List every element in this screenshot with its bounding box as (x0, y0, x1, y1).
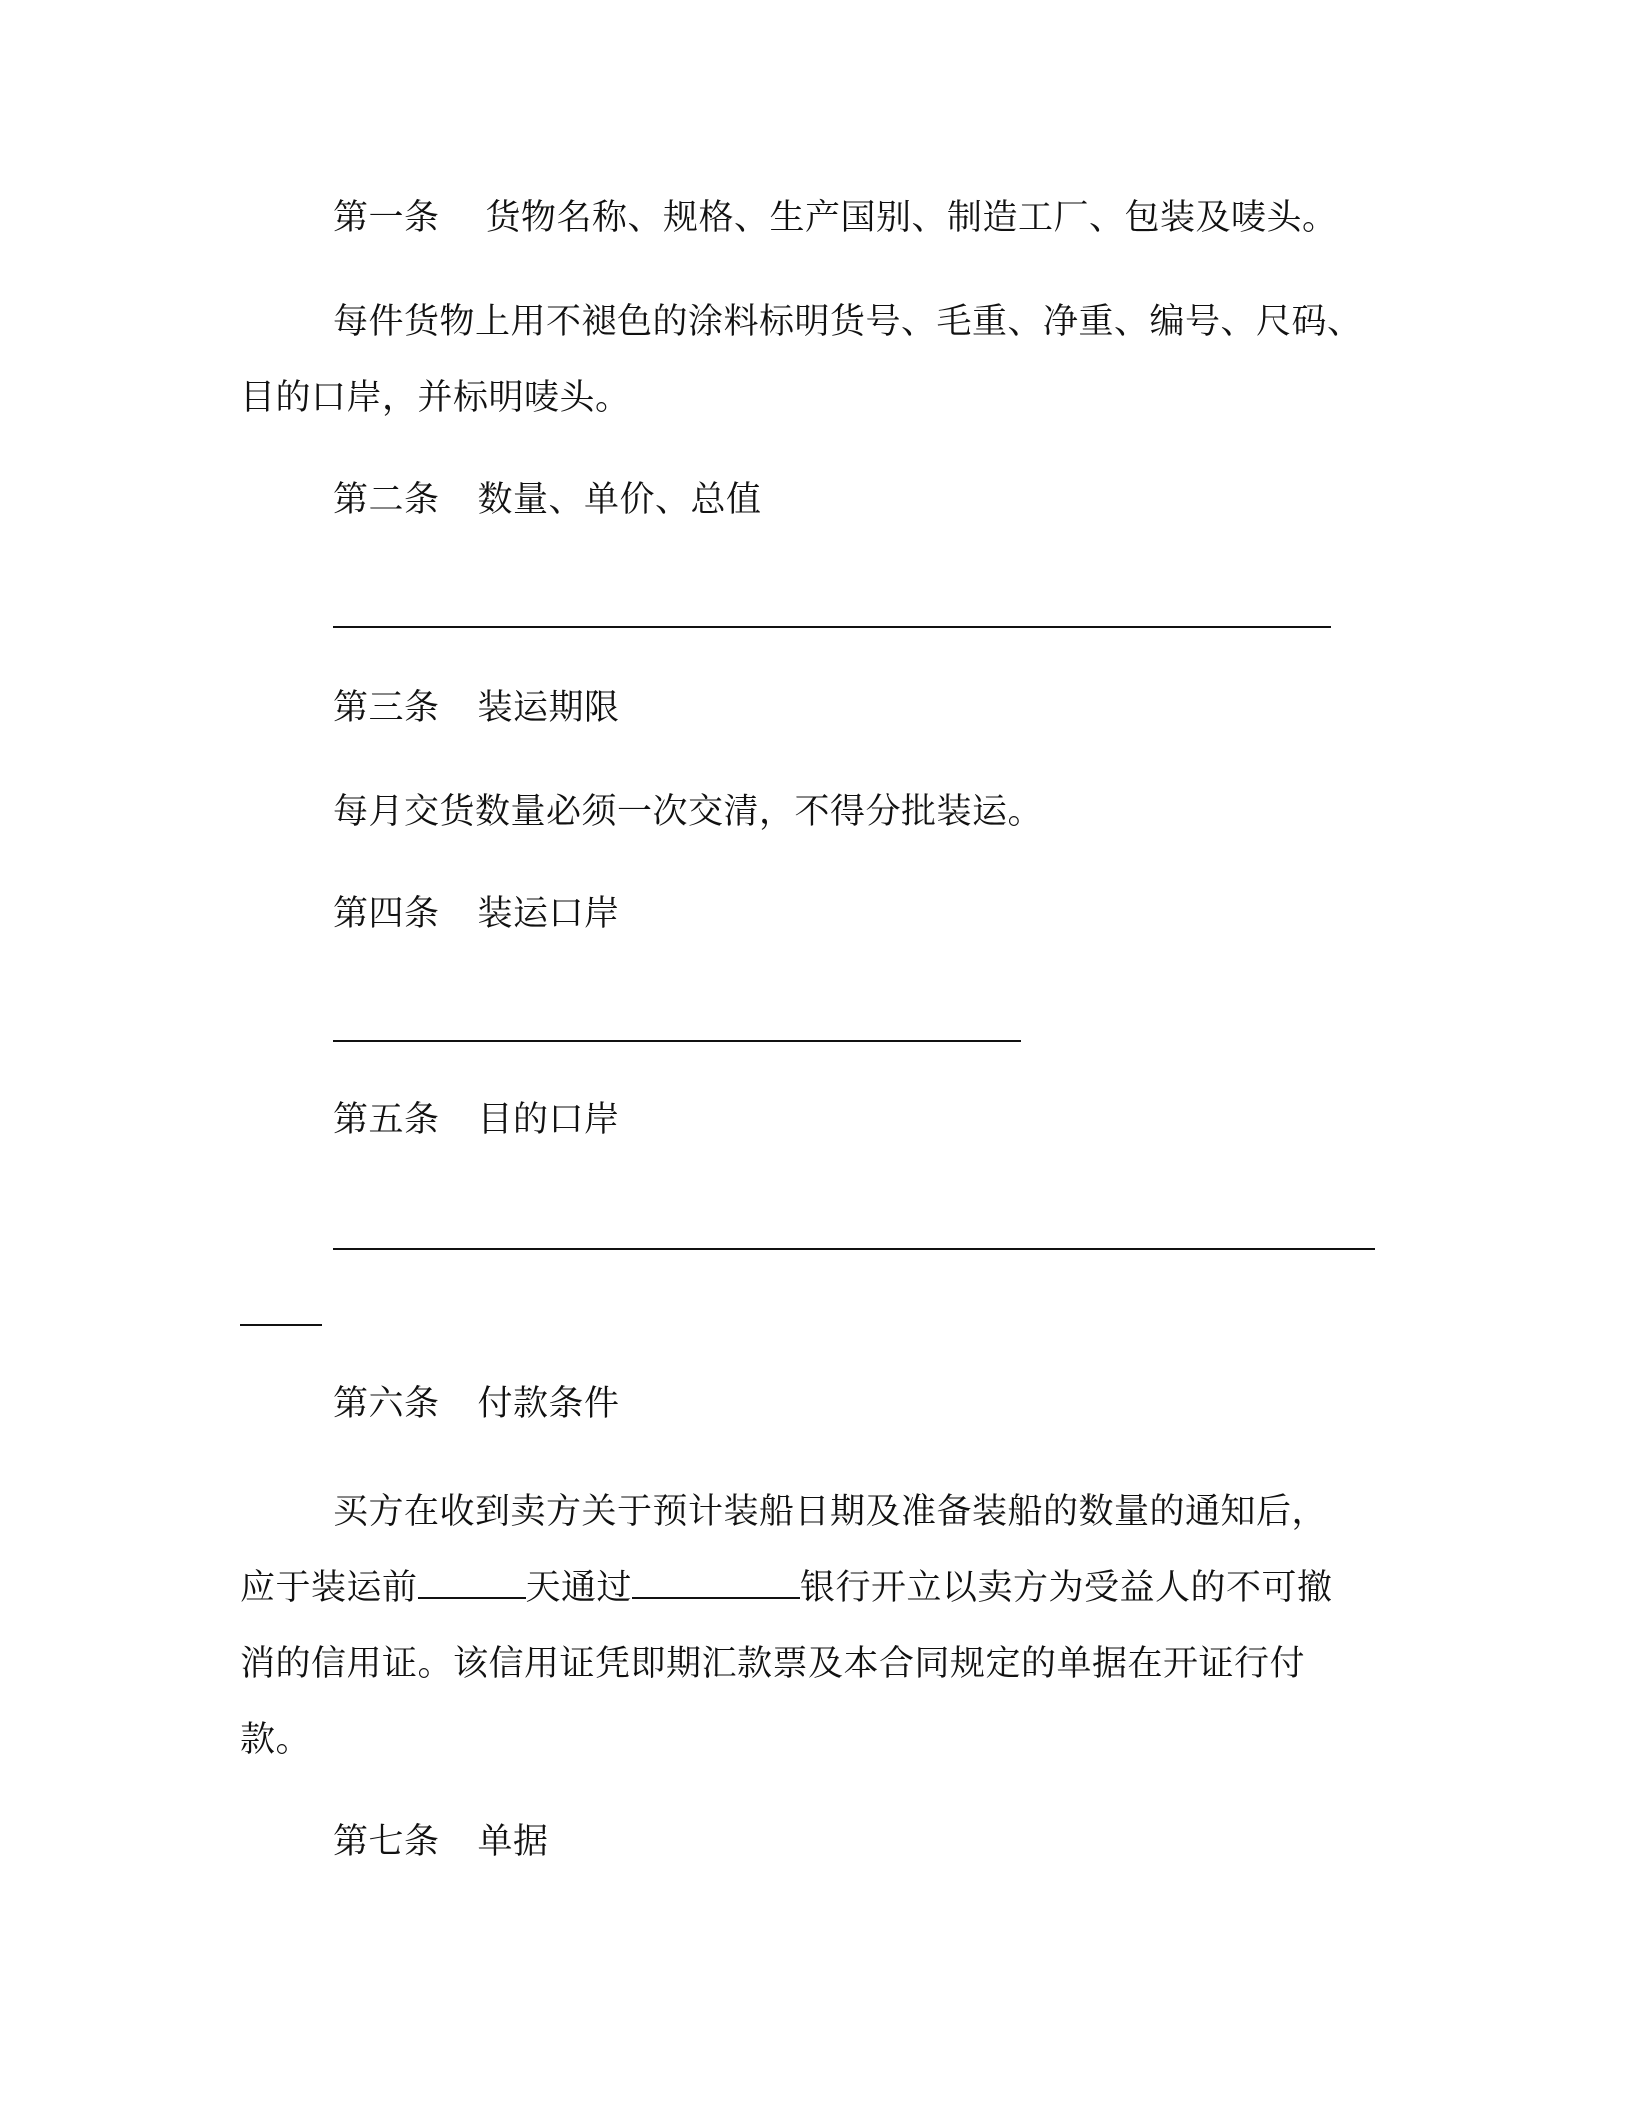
article-4 (333, 892, 620, 936)
payment-paragraph-line-2 (240, 1566, 1333, 1610)
article-5-heading: 第五条 (333, 1100, 440, 1140)
article-7-title: 单据 (477, 1822, 549, 1862)
article-3-heading: 第三条 (333, 688, 440, 728)
loading-port-blank-line (333, 1040, 1021, 1042)
article-2-title: 数量、单价、总值 (477, 480, 762, 520)
article-1-title: 货物名称、规格、生产国别、制造工厂、包装及唛头。 (485, 198, 1338, 238)
article-5 (333, 1098, 620, 1142)
article-6-heading: 第六条 (333, 1384, 440, 1424)
article-5-title: 目的口岸 (477, 1100, 620, 1140)
article-1-heading: 第一条 (333, 198, 440, 238)
article-7 (333, 1820, 549, 1864)
days-blank (418, 1567, 526, 1599)
payment-text-after-bank: 银行开立以卖方为受益人的不可撤 (800, 1568, 1333, 1608)
quantity-blank-line (333, 626, 1331, 628)
destination-port-blank-line (333, 1248, 1375, 1250)
payment-text-before-days: 应于装运前 (240, 1568, 418, 1608)
article-3 (333, 686, 620, 730)
article-3-title: 装运期限 (477, 688, 620, 728)
article-2-heading: 第二条 (333, 480, 440, 520)
marking-paragraph-line-1: 每件货物上用不褪色的涂料标明货号、毛重、净重、编号、尺码、 (333, 302, 1363, 342)
article-6-title: 付款条件 (477, 1384, 620, 1424)
destination-port-blank-line-cont (240, 1324, 322, 1326)
article-4-heading: 第四条 (333, 894, 440, 934)
payment-paragraph-line-4: 款。 (240, 1720, 312, 1760)
article-2 (333, 478, 762, 522)
payment-text-through: 天通过 (525, 1568, 633, 1608)
payment-paragraph-line-3: 消的信用证。该信用证凭即期汇款票及本合同规定的单据在开证行付 (240, 1644, 1306, 1684)
payment-paragraph-line-1: 买方在收到卖方关于预计装船日期及准备装船的数量的通知后， (333, 1492, 1328, 1532)
article-7-heading: 第七条 (333, 1822, 440, 1862)
article-1 (333, 196, 1338, 240)
bank-blank (632, 1567, 800, 1599)
article-6 (333, 1382, 620, 1426)
article-4-title: 装运口岸 (477, 894, 620, 934)
marking-paragraph-line-2: 目的口岸，并标明唛头。 (240, 378, 631, 418)
shipment-paragraph: 每月交货数量必须一次交清，不得分批装运。 (333, 792, 1044, 832)
